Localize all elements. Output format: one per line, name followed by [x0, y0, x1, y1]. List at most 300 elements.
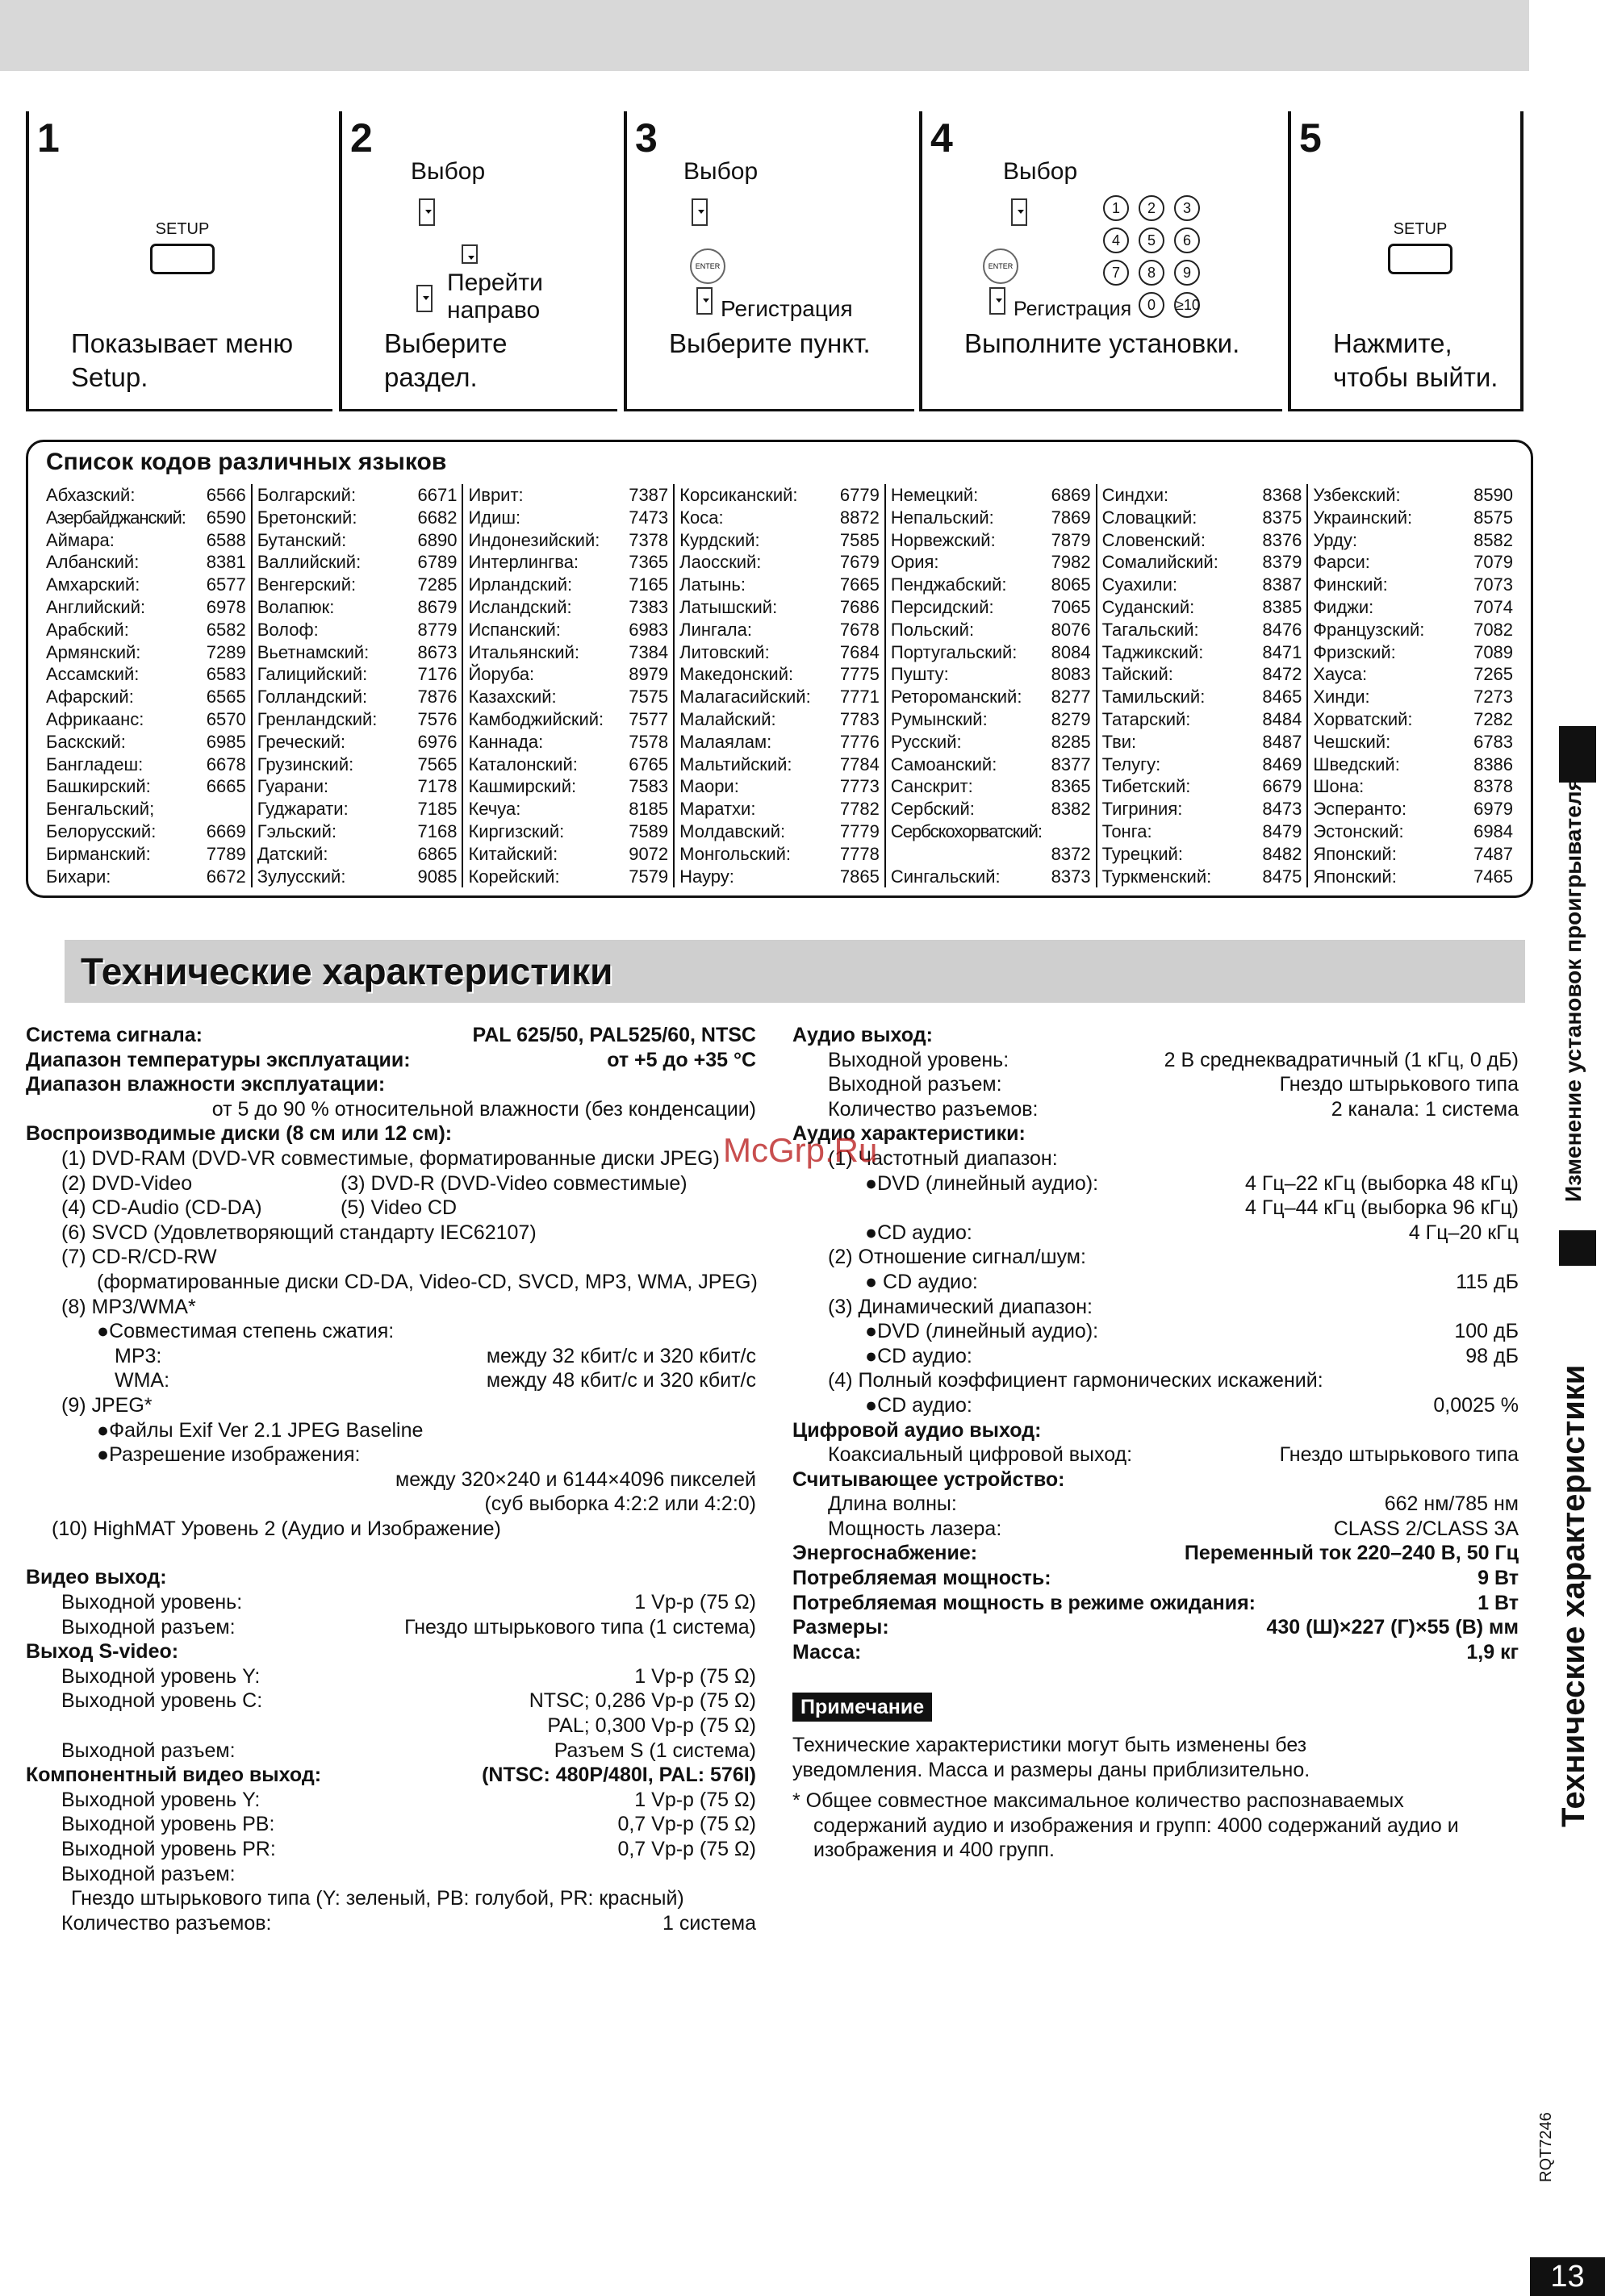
number-key[interactable]: 5 [1139, 228, 1164, 253]
language-code: 7782 [839, 799, 880, 820]
language-name: Фарси: [1313, 552, 1370, 573]
language-entry [1313, 866, 1513, 888]
spec-key: Количество разъемов: [828, 1097, 1039, 1121]
language-name: Азербайджанский: [46, 507, 186, 528]
spec-key-second: (5) Video CD [341, 1196, 458, 1220]
language-code: 7178 [417, 776, 458, 797]
language-code: 8473 [1262, 799, 1302, 820]
language-entry [1102, 596, 1302, 619]
language-entry [891, 866, 1091, 888]
spec-key: Выходной разъем: [61, 1739, 236, 1762]
spec-key: Масса: [792, 1640, 862, 1664]
spec-key: Выходной уровень PB: [61, 1813, 275, 1836]
language-entry [679, 731, 880, 754]
spec-row [792, 1591, 1519, 1616]
spec-value: 662 нм/785 нм [1384, 1492, 1519, 1516]
language-name: Армянский: [46, 641, 141, 662]
language-code: 7879 [1051, 529, 1091, 550]
spec-value: 0,7 Vp-p (75 Ω) [617, 1838, 756, 1860]
language-name: Коса: [679, 507, 724, 528]
spec-row [26, 1517, 756, 1542]
language-entry [46, 596, 246, 619]
spec-value: от 5 до 90 % относительной влажности (без конденсации) [211, 1097, 756, 1121]
language-entry [257, 507, 458, 529]
spec-row [26, 1270, 756, 1295]
language-entry [257, 798, 458, 820]
number-key[interactable]: 9 [1174, 260, 1200, 286]
language-code: 8379 [1262, 552, 1302, 573]
language-code: 8779 [417, 619, 458, 640]
language-code: 8279 [1051, 708, 1091, 729]
language-entry [891, 551, 1091, 574]
language-entry [46, 798, 246, 820]
language-name: Малагасийский: [679, 687, 811, 708]
language-entry [1313, 820, 1513, 843]
language-code: 8482 [1262, 843, 1302, 864]
spec-key: MP3: [115, 1344, 162, 1367]
spec-row [792, 1418, 1519, 1443]
language-entry [1313, 529, 1513, 552]
step-caption: Выберите раздел. [384, 328, 508, 392]
spec-row [26, 1763, 756, 1788]
spec-key: ●Совместимая степень сжатия: [97, 1320, 395, 1343]
language-code: 8484 [1262, 708, 1302, 729]
spec-row [792, 1541, 1519, 1566]
page-number: 13 [1530, 2257, 1605, 2296]
language-code: 7289 [206, 641, 246, 662]
language-code: 7771 [839, 687, 880, 708]
language-name: Сингальский: [890, 866, 1001, 887]
language-name: Амхарский: [46, 574, 140, 595]
language-code: 6565 [206, 687, 246, 708]
language-entry [468, 574, 668, 596]
language-name: Гренландский: [257, 708, 378, 729]
spec-row [792, 1295, 1519, 1320]
language-name: Абхазский: [46, 485, 136, 505]
language-name: Молдавский: [679, 820, 786, 841]
language-entry [1313, 843, 1513, 866]
language-name: Ория: [890, 552, 939, 573]
language-name: Пушту: [890, 664, 949, 685]
spec-value: 0,0025 % [1433, 1393, 1519, 1417]
language-code: 8465 [1262, 687, 1302, 708]
language-code: 6979 [1473, 799, 1514, 820]
language-entry [46, 686, 246, 708]
spec-row [26, 1689, 756, 1714]
spec-key: Размеры: [792, 1616, 889, 1639]
language-entry [679, 574, 880, 596]
language-entry [679, 551, 880, 574]
spec-value: 9 Вт [1478, 1567, 1519, 1590]
language-name: Самоанский: [890, 754, 997, 774]
language-name: Фризский: [1313, 641, 1396, 662]
spec-row [792, 1393, 1519, 1418]
spec-value: между 32 кбит/с и 320 кбит/с [486, 1344, 756, 1367]
spec-row [792, 1319, 1519, 1344]
language-entry [1313, 619, 1513, 641]
number-key[interactable]: 2 [1139, 195, 1164, 221]
language-name: Волоф: [257, 619, 319, 640]
enter-button[interactable]: ENTER [690, 248, 725, 284]
right-arrow-icon [462, 244, 478, 264]
language-entry [1313, 574, 1513, 596]
spec-row [26, 1097, 756, 1122]
language-code: 9085 [417, 866, 458, 887]
setup-button[interactable] [142, 220, 223, 274]
language-name: Узбекский: [1313, 485, 1401, 505]
language-column [1306, 484, 1518, 887]
language-name: Казахский: [468, 687, 557, 708]
spec-value: 2 В среднеквадратичный (1 кГц, 0 дБ) [1164, 1048, 1519, 1071]
language-name: Хауса: [1313, 664, 1368, 685]
language-name: Венгерский: [257, 574, 357, 595]
language-name: Интерлингва: [468, 552, 579, 573]
spec-key: Выходной уровень: [828, 1048, 1009, 1071]
spec-key: Аудио характеристики: [792, 1122, 1026, 1146]
language-code: 8372 [1051, 843, 1091, 864]
language-name: Болгарский: [257, 485, 357, 505]
language-code: 7074 [1473, 596, 1514, 617]
language-code: 7686 [839, 596, 880, 617]
spec-row [26, 1615, 756, 1640]
language-name: Бангладеш: [46, 754, 144, 774]
language-entry [257, 866, 458, 888]
spec-row [26, 1442, 756, 1467]
language-entry [257, 731, 458, 754]
step-number: 4 [930, 115, 953, 161]
language-name: Суданский: [1101, 596, 1195, 617]
language-code: 8368 [1262, 485, 1302, 505]
language-code: 6865 [417, 843, 458, 864]
language-name: Сербскохорватский: [890, 820, 1043, 841]
language-entry [1313, 731, 1513, 754]
language-entry [468, 798, 668, 820]
spec-row [26, 1541, 756, 1565]
spec-value: Переменный ток 220–240 В, 50 Гц [1184, 1542, 1519, 1565]
language-entry [46, 775, 246, 798]
spec-key: Видео выход: [26, 1566, 167, 1589]
language-code: 7684 [839, 641, 880, 662]
language-name: Французский: [1313, 619, 1425, 640]
language-name: Итальянский: [468, 641, 579, 662]
language-name: Русский: [890, 731, 962, 752]
language-name: Тайский: [1101, 664, 1173, 685]
language-entry [1313, 551, 1513, 574]
language-name: Идиш: [468, 507, 521, 528]
number-key[interactable]: 4 [1103, 228, 1129, 253]
language-name: Киргизский: [468, 820, 565, 841]
language-entry [1313, 775, 1513, 798]
language-name: Синдхи: [1101, 485, 1169, 505]
language-entry [46, 619, 246, 641]
language-code: 8185 [629, 799, 669, 820]
language-entry [468, 843, 668, 866]
language-code: 6783 [1473, 731, 1514, 752]
language-entry [468, 686, 668, 708]
spec-value: Гнездо штырькового типа [1279, 1073, 1519, 1096]
language-entry [679, 843, 880, 866]
spec-row [26, 1467, 756, 1492]
language-column [1096, 484, 1307, 887]
spec-key: ●CD аудио: [865, 1344, 972, 1367]
language-name: Турецкий: [1101, 843, 1183, 864]
language-entry [1102, 574, 1302, 596]
language-entry [679, 507, 880, 529]
note-text: Технические характеристики могут быть изменены без уведомления. Масса и размеры даны приблизительно. [792, 1734, 1310, 1781]
spec-row [792, 1640, 1519, 1665]
language-entry [1313, 686, 1513, 708]
step-caption: Показывает меню Setup. [71, 328, 294, 392]
language-name: Корейский: [468, 866, 560, 887]
spec-key: ●CD аудио: [865, 1393, 972, 1417]
language-code: 6566 [206, 485, 246, 505]
language-code: 8471 [1262, 641, 1302, 662]
language-entry [468, 529, 668, 552]
language-code: 6678 [206, 754, 246, 774]
language-entry [1102, 551, 1302, 574]
spec-value: Разъем S (1 система) [554, 1739, 756, 1762]
language-name: Португальский: [890, 641, 1018, 662]
language-name: Хорватский: [1313, 708, 1413, 729]
number-key[interactable]: ≥10 [1174, 292, 1200, 318]
register-label: Регистрация [1014, 298, 1132, 320]
language-name: Эстонский: [1313, 820, 1404, 841]
language-entry [679, 754, 880, 776]
language-name: Тонга: [1101, 820, 1152, 841]
language-code: 6588 [206, 529, 246, 550]
spec-row [26, 1590, 756, 1615]
number-key[interactable]: 0 [1139, 292, 1164, 318]
spec-key: (форматированные диски CD-DA, Video-CD, SVCD, MP3, WMA, JPEG) [97, 1270, 758, 1293]
language-name: Африкаанс: [46, 708, 144, 729]
number-key[interactable]: 8 [1139, 260, 1164, 286]
enter-button[interactable]: ENTER [983, 248, 1018, 284]
language-code: 8673 [417, 641, 458, 662]
language-entry [1313, 641, 1513, 664]
language-name: Камбоджийский: [468, 708, 604, 729]
goto-right-label: Перейти направо [447, 269, 543, 324]
language-code: 7383 [629, 596, 669, 617]
language-code: 7565 [417, 754, 458, 774]
language-name: Йоруба: [468, 664, 535, 685]
language-code: 9072 [629, 843, 669, 864]
language-name: Сомалийский: [1101, 552, 1218, 573]
language-entry [46, 731, 246, 754]
language-code: 7678 [839, 619, 880, 640]
language-code: 6671 [417, 485, 458, 505]
spec-value: PAL 625/50, PAL525/60, NTSC [472, 1024, 756, 1046]
language-name: Украинский: [1313, 507, 1413, 528]
spec-value: (NTSC: 480P/480I, PAL: 576I) [482, 1764, 756, 1787]
spec-row [792, 1196, 1519, 1221]
language-name: Баскский: [46, 731, 126, 752]
language-code: 8979 [629, 664, 669, 685]
language-code: 8083 [1051, 664, 1091, 685]
spec-value: 98 дБ [1465, 1344, 1519, 1367]
number-key[interactable]: 1 [1103, 195, 1129, 221]
language-entry [1102, 843, 1302, 866]
language-entry [1102, 529, 1302, 552]
language-entry [891, 708, 1091, 731]
language-entry [891, 843, 1091, 866]
language-name: Вьетнамский: [257, 641, 370, 662]
up-arrow-icon [419, 198, 435, 226]
language-entry [1102, 663, 1302, 686]
language-code: 7579 [629, 866, 669, 887]
language-entry [891, 596, 1091, 619]
language-code: 7578 [629, 731, 669, 752]
spec-value: 0,7 Vp-p (75 Ω) [617, 1813, 756, 1836]
spec-value: 4 Гц–44 кГц (выборка 96 кГц) [1244, 1196, 1519, 1220]
side-block-top [1559, 726, 1596, 783]
language-code: 8065 [1051, 574, 1091, 595]
spec-row [26, 1344, 756, 1369]
note-section [792, 1686, 1519, 1863]
language-name: Испанский: [468, 619, 561, 640]
number-keypad [1098, 192, 1205, 321]
language-name: Немецкий: [890, 485, 979, 505]
spec-key: Количество разъемов: [61, 1911, 272, 1935]
language-entry [257, 641, 458, 664]
language-code: 7079 [1473, 552, 1514, 573]
spec-row [792, 1492, 1519, 1517]
language-entry [1313, 507, 1513, 529]
language-code: 7265 [1473, 664, 1514, 685]
language-name: Польский: [890, 619, 975, 640]
language-name: Таджикский: [1101, 641, 1204, 662]
language-name: Гуарани: [257, 776, 329, 797]
language-code: 7784 [839, 754, 880, 774]
spec-row [26, 1196, 756, 1221]
language-code: 8575 [1473, 507, 1514, 528]
spec-value: Гнездо штырькового типа (1 система) [404, 1615, 756, 1639]
language-name: Маратхи: [679, 799, 756, 820]
language-entry [891, 820, 1091, 843]
step-1 [26, 111, 332, 411]
spec-key: (10) HighMAT Уровень 2 (Аудио и Изображение) [52, 1517, 501, 1540]
language-entry [46, 663, 246, 686]
up-arrow-icon [1011, 198, 1027, 226]
language-name: Тибетский: [1101, 776, 1191, 797]
language-code: 7176 [417, 664, 458, 685]
spec-value: NTSC; 0,286 Vp-p (75 Ω) [529, 1689, 756, 1713]
language-code: 6789 [417, 552, 458, 573]
spec-key: (1) Частотный диапазон: [828, 1146, 1058, 1170]
language-code: 6983 [629, 619, 669, 640]
language-entry [257, 596, 458, 619]
spec-row [26, 1886, 756, 1911]
language-code: 8373 [1051, 866, 1091, 887]
language-entry [257, 551, 458, 574]
language-name: Лаосский: [679, 552, 762, 573]
language-code: 7779 [839, 820, 880, 841]
language-code: 8387 [1262, 574, 1302, 595]
language-entry [468, 551, 668, 574]
spec-key: WMA: [115, 1369, 170, 1392]
language-code: 8365 [1051, 776, 1091, 797]
language-code: 7185 [417, 799, 458, 820]
language-code: 8084 [1051, 641, 1091, 662]
language-code: 7065 [1051, 596, 1091, 617]
language-code: 8469 [1262, 754, 1302, 774]
language-name: Зулусский: [257, 866, 346, 887]
number-key[interactable]: 7 [1103, 260, 1129, 286]
language-code: 7089 [1473, 641, 1514, 662]
language-entry [679, 775, 880, 798]
spec-row [26, 1171, 756, 1196]
language-code: 7285 [417, 574, 458, 595]
spec-key: Цифровой аудио выход: [792, 1418, 1042, 1442]
language-codes-title: Список кодов различных языков [46, 449, 447, 475]
language-name: Кечуа: [468, 799, 521, 820]
language-entry [1102, 754, 1302, 776]
language-column [884, 484, 1096, 887]
language-code: 6890 [417, 529, 458, 550]
language-name: Шведский: [1313, 754, 1400, 774]
language-code: 8386 [1473, 754, 1514, 774]
language-name: Ретороманский: [890, 687, 1022, 708]
language-entry [468, 507, 668, 529]
spec-row [26, 1368, 756, 1393]
language-name: Гуджарати: [257, 799, 349, 820]
language-name: Каннада: [468, 731, 544, 752]
spec-key: (2) DVD-Video [61, 1171, 193, 1195]
language-code: 8277 [1051, 687, 1091, 708]
language-name: Пенджабский: [890, 574, 1007, 595]
language-entry [891, 529, 1091, 552]
spec-row [792, 1615, 1519, 1640]
spec-key: Гнездо штырькового типа (Y: зеленый, PB: голубой, PR: красный) [71, 1887, 684, 1910]
language-entry [257, 574, 458, 596]
spec-key: Выходной уровень Y: [61, 1788, 261, 1811]
spec-value: 115 дБ [1456, 1270, 1519, 1293]
number-key[interactable]: 6 [1174, 228, 1200, 253]
language-code: 8472 [1262, 664, 1302, 685]
step-5 [1288, 111, 1523, 411]
register-label: Регистрация [721, 296, 853, 321]
language-code: 7865 [839, 866, 880, 887]
language-entry [1102, 686, 1302, 708]
spec-row [26, 1492, 756, 1517]
spec-key: Выходной разъем: [61, 1615, 236, 1639]
spec-key: (7) CD-R/CD-RW [61, 1246, 217, 1269]
language-name: Бретонский: [257, 507, 357, 528]
spec-key: ●DVD (линейный аудио): [865, 1171, 1099, 1195]
spec-title: Технические характеристики [81, 950, 613, 992]
language-name: Бенгальский; [46, 799, 155, 820]
spec-row [26, 1072, 756, 1097]
language-name: Санскрит: [890, 776, 973, 797]
language-code: 8476 [1262, 619, 1302, 640]
spec-row [26, 1639, 756, 1664]
language-entry [1102, 866, 1302, 888]
spec-key: Мощность лазера: [828, 1517, 1002, 1540]
language-entry [891, 484, 1091, 507]
language-code: 7487 [1473, 843, 1514, 864]
setup-button[interactable] [1380, 220, 1461, 274]
spec-value: 1,9 кг [1466, 1640, 1519, 1664]
language-name: Персидский: [890, 596, 994, 617]
spec-value: 1 Vp-p (75 Ω) [634, 1591, 756, 1614]
language-entry [679, 866, 880, 888]
language-name: Словацкий: [1101, 507, 1197, 528]
language-entry [468, 775, 668, 798]
language-name: Иврит: [468, 485, 524, 505]
number-key[interactable]: 3 [1174, 195, 1200, 221]
language-entry [257, 529, 458, 552]
language-name: Монгольский: [679, 843, 792, 864]
language-code: 7589 [629, 820, 669, 841]
